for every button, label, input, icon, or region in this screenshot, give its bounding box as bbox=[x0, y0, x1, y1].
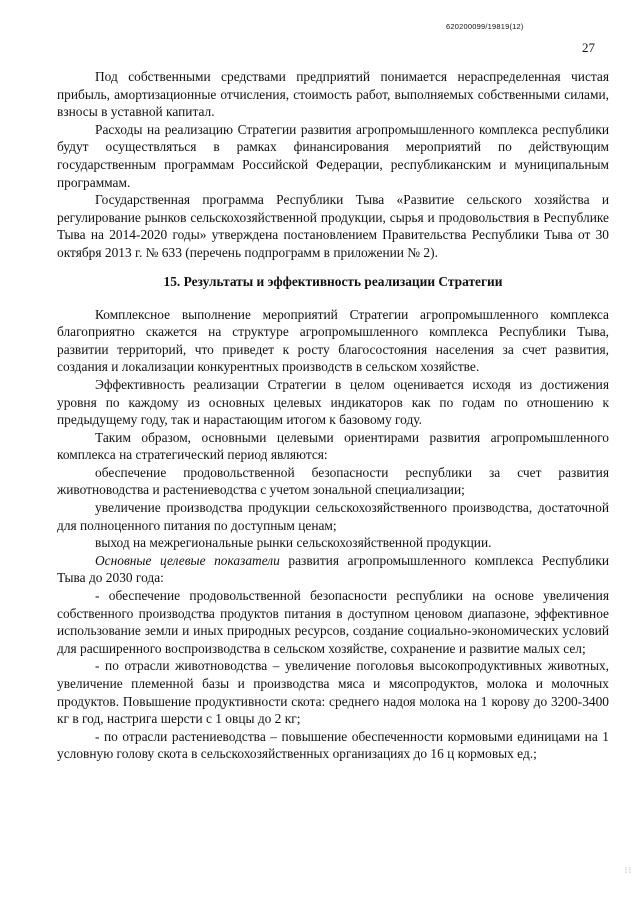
main-indicators-rest: развития агропромышленного комплекса Республики Тыва до 2030 года: bbox=[57, 552, 609, 586]
indicator-food-security: - обеспечение продовольственной безопасности республики на основе увеличения собственного производства продуктов питания в доступном ценовом диапазоне, эффективное использование земли и иных природных ресурсов, создание социально-экономических условий для расширенного воспроизводства в сельском хозяйстве, сохранение и развитие малых сел; bbox=[57, 588, 609, 656]
paragraph-targets-intro: Таким образом, основными целевыми ориентирами развития агропромышленного комплекса на стратегический период являются: bbox=[57, 429, 609, 463]
paragraph-efficiency: Эффективность реализации Стратегии в целом оценивается исходя из достижения уровня по каждому из основных целевых индикаторов как по годам по отношению к предыдущему году, так и нарастающим итогом к базовому году. bbox=[57, 376, 609, 428]
paragraph-complex-implementation: Комплексное выполнение мероприятий Стратегии агропромышленного комплекса благоприятно скажется на структуре агропромышленного комплекса Республики Тыва, развитии территорий, что приведет к росту благосостояния населения за счет развития, создания и локализации конкурентных производств в сельском хозяйстве. bbox=[57, 306, 609, 375]
indicator-crop-production: - по отрасли растениеводства – повышение обеспеченности кормовыми единицами на 1 условную голову скота в сельскохозяйственных организациях до 16 ц кормовых ед.; bbox=[57, 728, 609, 762]
paragraph-expenses: Расходы на реализацию Стратегии развития агропромышленного комплекса республики будут осуществляться в рамках финансирования мероприятий по действующим государственным программам Российской Федерации, республиканским и муниципальным программам. bbox=[57, 121, 609, 190]
document-body bbox=[57, 68, 609, 763]
list-item-production-increase: увеличение производства продукции сельскохозяйственного производства, достаточной для полноценного питания по доступным ценам; bbox=[57, 500, 609, 533]
list-item-food-security: обеспечение продовольственной безопасности республики за счет развития животноводства и растениеводства с учетом зональной специализации; bbox=[57, 464, 609, 498]
page-number: 27 bbox=[582, 40, 595, 55]
main-indicators-lead: Основные целевые показатели bbox=[95, 552, 280, 568]
section-title: 15. Результаты и эффективность реализации Стратегии bbox=[163, 273, 503, 289]
paragraph-state-program: Государственная программа Республики Тыва «Развитие сельского хозяйства и регулирование рынков сельскохозяйственной продукции, сырья и продовольствия в Республике Тыва на 2014-2020 годы» утверждена постановлением Правительства Республики Тыва от 30 октября 2013 г. № 633 (перечень подпрограмм в приложении № 2). bbox=[57, 192, 609, 260]
scan-corner-mark: ⁞ ⁞ bbox=[625, 868, 631, 875]
paragraph-main-indicators bbox=[57, 552, 609, 587]
paragraph-own-funds: Под собственными средствами предприятий понимается нераспределенная чистая прибыль, амортизационные отчисления, стоимость работ, выполняемых собственными силами, взносы в уставной капитал. bbox=[57, 69, 609, 120]
indicator-livestock: - по отрасли животноводства – увеличение поголовья высокопродуктивных животных, увеличение племенной базы и производства мяса и мясопродуктов, молока и молочных продуктов. Повышение продуктивности скота: среднего надоя молока на 1 корову до 3200-3400 кг в год, настрига шерсти с 1 овцы до 2 кг; bbox=[57, 658, 609, 727]
list-item-interregional-markets: выход на межрегиональные рынки сельскохозяйственной продукции. bbox=[95, 535, 492, 551]
document-id: 620200099/19819(12) bbox=[446, 22, 524, 31]
